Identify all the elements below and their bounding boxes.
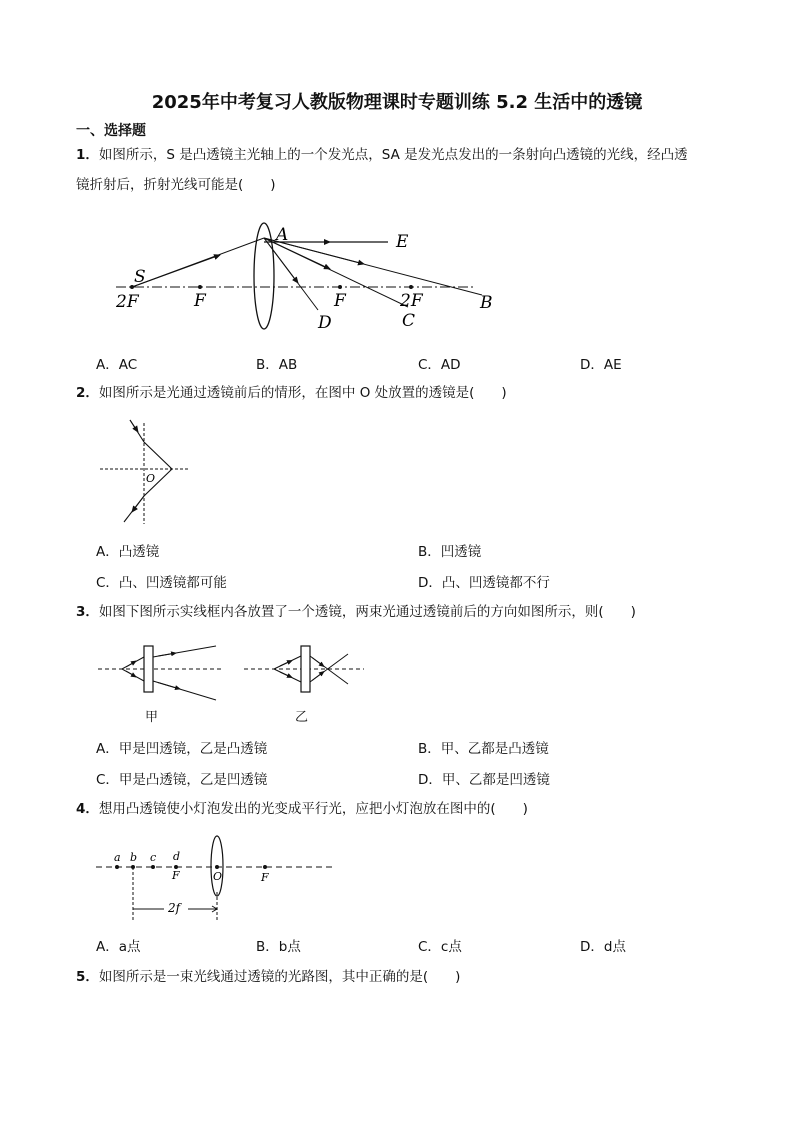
question-5-line: 如图所示是一束光线通过透镜的光路图，其中正确的是( ) bbox=[98, 969, 461, 985]
question-3-option-d[interactable]: D．甲、乙都是凹透镜 bbox=[418, 772, 550, 788]
question-2-option-b[interactable]: B．凹透镜 bbox=[418, 544, 482, 560]
fig1-label-2F-left: 2F bbox=[116, 292, 139, 312]
fig3-label-yi: 乙 bbox=[295, 710, 309, 725]
question-3-figure-jia bbox=[98, 644, 228, 722]
fig1-label-E: E bbox=[396, 232, 409, 252]
question-4-number: 4． bbox=[76, 801, 99, 817]
fig2-label-O: O bbox=[146, 472, 156, 485]
question-1-figure bbox=[110, 215, 510, 340]
fig1-label-A: A bbox=[276, 225, 289, 245]
section-heading: 一、选择题 bbox=[76, 123, 146, 139]
question-1-number: 1． bbox=[76, 147, 99, 163]
question-4-option-a[interactable]: A．a点 bbox=[96, 939, 141, 955]
question-3-text bbox=[76, 597, 744, 627]
fig4-label-O: O bbox=[213, 870, 223, 883]
fig4-label-c: c bbox=[150, 851, 157, 864]
fig1-label-F-left: F bbox=[194, 291, 206, 311]
question-4-line: 想用凸透镜使小灯泡发出的光变成平行光，应把小灯泡放在图中的( ) bbox=[98, 801, 528, 817]
question-2-figure bbox=[100, 418, 195, 528]
question-4-text bbox=[76, 794, 744, 824]
question-2-option-c[interactable]: C．凸、凹透镜都可能 bbox=[96, 575, 227, 591]
question-1-line2: 镜折射后，折射光线可能是( ) bbox=[76, 177, 276, 193]
fig4-label-b: b bbox=[130, 851, 138, 864]
question-4-option-b[interactable]: B．b点 bbox=[256, 939, 301, 955]
fig4-label-d: d bbox=[173, 850, 181, 863]
question-1-option-c[interactable]: C．AD bbox=[418, 357, 461, 373]
fig1-label-2F-right: 2F bbox=[400, 291, 423, 311]
fig4-label-a: a bbox=[114, 851, 121, 864]
fig4-label-F-left: F bbox=[172, 869, 180, 882]
fig3-label-jia: 甲 bbox=[145, 710, 159, 725]
question-3-number: 3． bbox=[76, 604, 99, 620]
fig4-label-F-right: F bbox=[261, 871, 269, 884]
question-3-option-a[interactable]: A．甲是凹透镜，乙是凸透镜 bbox=[96, 741, 268, 757]
question-2-line: 如图所示是光通过透镜前后的情形，在图中 O 处放置的透镜是( ) bbox=[98, 385, 507, 401]
question-5-text bbox=[76, 962, 744, 992]
fig1-label-B: B bbox=[480, 293, 493, 313]
question-4-option-d[interactable]: D．d点 bbox=[580, 939, 626, 955]
question-1-text bbox=[76, 140, 744, 200]
question-1-option-a[interactable]: A．AC bbox=[96, 357, 138, 373]
question-2-option-d[interactable]: D．凸、凹透镜都不行 bbox=[418, 575, 550, 591]
question-2-option-a[interactable]: A．凸透镜 bbox=[96, 544, 160, 560]
question-1-option-b[interactable]: B．AB bbox=[256, 357, 298, 373]
question-3-line: 如图下图所示实线框内各放置了一个透镜，两束光通过透镜前后的方向如图所示，则( ) bbox=[98, 604, 636, 620]
question-2-number: 2． bbox=[76, 385, 99, 401]
fig1-label-D: D bbox=[318, 313, 332, 333]
question-3-option-c[interactable]: C．甲是凸透镜，乙是凹透镜 bbox=[96, 772, 268, 788]
fig4-label-2f: 2f bbox=[168, 901, 181, 915]
question-5-number: 5． bbox=[76, 969, 99, 985]
fig1-label-C: C bbox=[402, 311, 416, 331]
question-4-option-c[interactable]: C．c点 bbox=[418, 939, 462, 955]
fig1-label-F-right: F bbox=[334, 291, 346, 311]
question-3-option-b[interactable]: B．甲、乙都是凸透镜 bbox=[418, 741, 549, 757]
page-title: 2025年中考复习人教版物理课时专题训练 5.2 生活中的透镜 bbox=[151, 92, 643, 113]
question-2-text bbox=[76, 378, 744, 408]
question-1-option-d[interactable]: D．AE bbox=[580, 357, 622, 373]
fig1-label-S: S bbox=[134, 267, 146, 287]
question-4-figure bbox=[96, 832, 336, 924]
question-1-line1: 如图所示，S 是凸透镜主光轴上的一个发光点，SA 是发光点发出的一条射向凸透镜的光线，经凸透 bbox=[98, 147, 688, 163]
